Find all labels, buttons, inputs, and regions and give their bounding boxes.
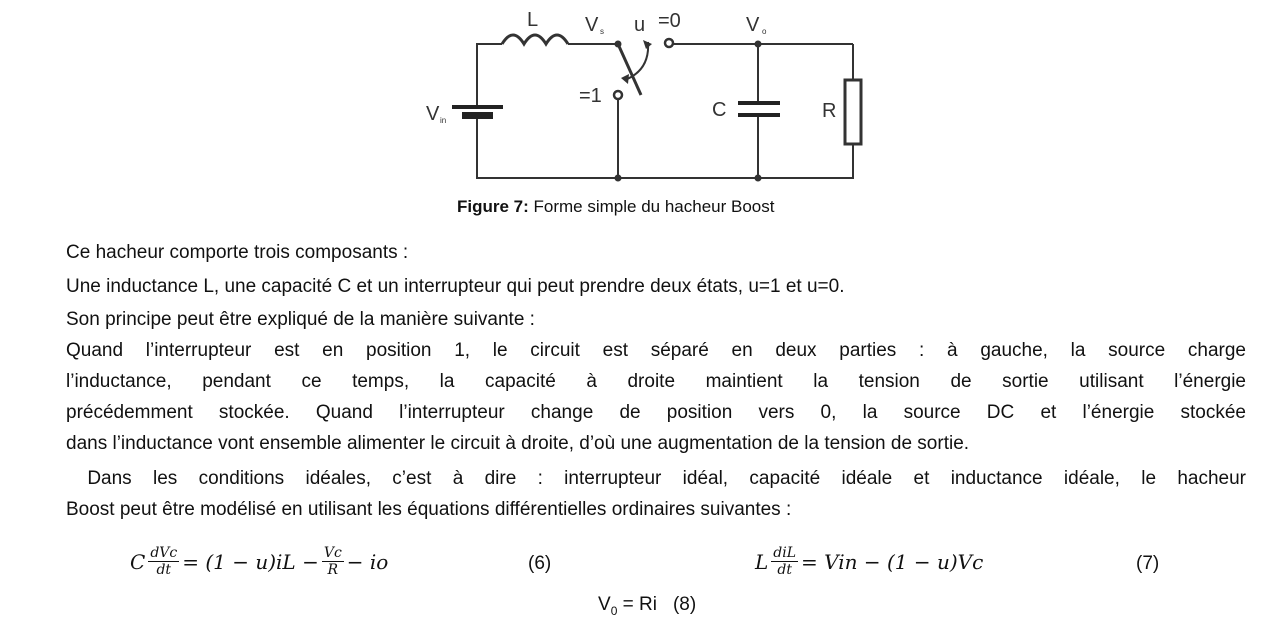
paragraph-line: précédemment stockée. Quand l’interrupteur change de position vers 0, la source DC et l’énergie stockée	[66, 402, 1246, 423]
eq6-fraction2	[322, 545, 344, 578]
label-u0: =0	[658, 10, 681, 32]
paragraph-line: Quand l’interrupteur est en position 1, le circuit est séparé en deux parties : à gauche, la source charge	[66, 340, 1246, 361]
wire-left	[477, 44, 502, 107]
eq6-den: dt	[156, 562, 172, 578]
eq7-num: diL	[773, 545, 797, 561]
inductor	[502, 35, 568, 44]
label-u: u	[634, 14, 646, 36]
eq6-den2: R	[327, 562, 339, 578]
label-Vin-sub: in	[440, 116, 447, 125]
eq8-sub: 0	[610, 603, 618, 618]
equation-7-number: (7)	[1136, 553, 1160, 574]
battery-long-plate	[452, 105, 503, 109]
eq8-rhs: = Ri	[617, 594, 657, 615]
eq6-mid: = (1 − u)iL −	[182, 549, 319, 574]
eq8-lhs: V	[598, 594, 611, 615]
label-Vin: V	[426, 103, 440, 125]
label-Vs-sub: s	[600, 27, 604, 36]
eq7-lhs: L	[755, 549, 769, 574]
boost-circuit-diagram	[0, 0, 1280, 200]
label-Vo: V	[746, 14, 760, 36]
equation-7	[755, 545, 983, 578]
eq7-rhs: = Vin − (1 − u)Vc	[801, 549, 984, 574]
label-Vo-sub: o	[762, 27, 767, 36]
resistor	[845, 80, 861, 144]
eq7-den: dt	[777, 562, 792, 578]
capacitor-plate-bottom	[738, 113, 780, 117]
label-L: L	[527, 9, 539, 31]
wire-left-bottom	[477, 116, 853, 178]
paragraph-line: dans l’inductance vont ensemble alimenter le circuit à droite, d’où une augmentation de la tension de sortie.	[66, 433, 970, 454]
battery-short-plate	[462, 112, 493, 119]
paragraph-line: Boost peut être modélisé en utilisant les équations différentielles ordinaires suivantes :	[66, 499, 792, 520]
contact-1	[614, 91, 622, 99]
eq8-number: (8)	[672, 594, 697, 615]
caption-text: Forme simple du hacheur Boost	[528, 197, 775, 216]
eq6-num2: Vc	[323, 545, 342, 561]
eq6-tail: − io	[346, 549, 389, 574]
contact-0	[665, 39, 673, 47]
capacitor-plate-top	[738, 101, 780, 105]
paragraph-line: Son principe peut être expliqué de la manière suivante :	[66, 309, 535, 330]
label-C: C	[712, 99, 727, 121]
paragraph-line: Une inductance L, une capacité C et un interrupteur qui peut prendre deux états, u=1 et u=0.	[66, 276, 845, 297]
paragraph-line: Ce hacheur comporte trois composants :	[66, 242, 409, 263]
label-Vs: V	[585, 14, 599, 36]
switch-blade	[618, 44, 641, 95]
figure-caption	[457, 197, 774, 217]
eq6-lhs: C	[130, 549, 146, 574]
eq7-fraction	[771, 545, 798, 578]
eq6-num: dVc	[150, 545, 178, 561]
eq6-fraction	[148, 545, 179, 578]
caption-label: Figure 7:	[457, 197, 529, 216]
equation-6-number: (6)	[528, 553, 552, 574]
label-u1: =1	[579, 85, 602, 107]
equation-8	[598, 594, 696, 618]
label-R: R	[822, 100, 837, 122]
equation-6	[130, 545, 388, 578]
paragraph-line: l’inductance, pendant ce temps, la capacité à droite maintient la tension de sortie utilisant l’énergie	[66, 371, 1246, 392]
paragraph-line: Dans les conditions idéales, c’est à dire : interrupteur idéal, capacité idéale et inductance idéale, le hacheur	[66, 468, 1246, 489]
